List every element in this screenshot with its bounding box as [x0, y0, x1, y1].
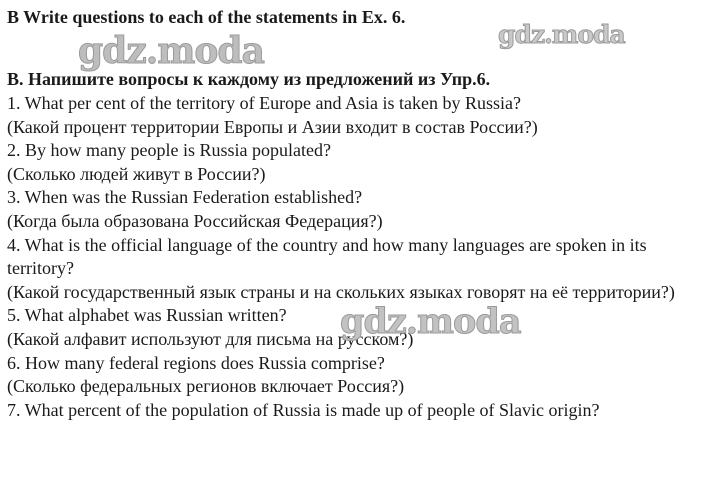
- watermark-logo: gdz.moda: [498, 20, 625, 49]
- question-3: 3. When was the Russian Federation established?: [7, 187, 363, 208]
- question-7: 7. What percent of the population of Russia is made up of people of Slavic origin?: [7, 399, 600, 420]
- question-list: [7, 92, 699, 422]
- exercise-heading-russian: В. Напишите вопросы к каждому из предложений из Упр.6.: [7, 69, 491, 89]
- translation-3: (Когда была образована Российская Федерация?): [7, 210, 383, 231]
- question-5: 5. What alphabet was Russian written?: [7, 305, 287, 326]
- watermark-logo: gdz.moda: [78, 30, 264, 72]
- watermark-logo: gdz.moda: [340, 301, 521, 342]
- translation-6: (Сколько федеральных регионов включает Россия?): [7, 376, 405, 397]
- question-1: 1. What per cent of the territory of Europe and Asia is taken by Russia?: [7, 93, 522, 113]
- question-4: 4. What is the official language of the country and how many languages are spoken in its territory?: [7, 234, 647, 279]
- translation-4: (Какой государственный язык страны и на скольких языках говорят на её территории?): [7, 281, 675, 302]
- translation-5: (Какой алфавит используют для письма на русском?): [7, 328, 414, 349]
- exercise-heading-english: B Write questions to each of the statements in Ex. 6.: [7, 7, 406, 27]
- translation-1: (Какой процент территории Европы и Азии входит в состав России?): [7, 116, 538, 137]
- translation-2: (Сколько людей живут в России?): [7, 163, 266, 184]
- question-2: 2. By how many people is Russia populated?: [7, 140, 331, 161]
- question-6: 6. How many federal regions does Russia comprise?: [7, 352, 385, 373]
